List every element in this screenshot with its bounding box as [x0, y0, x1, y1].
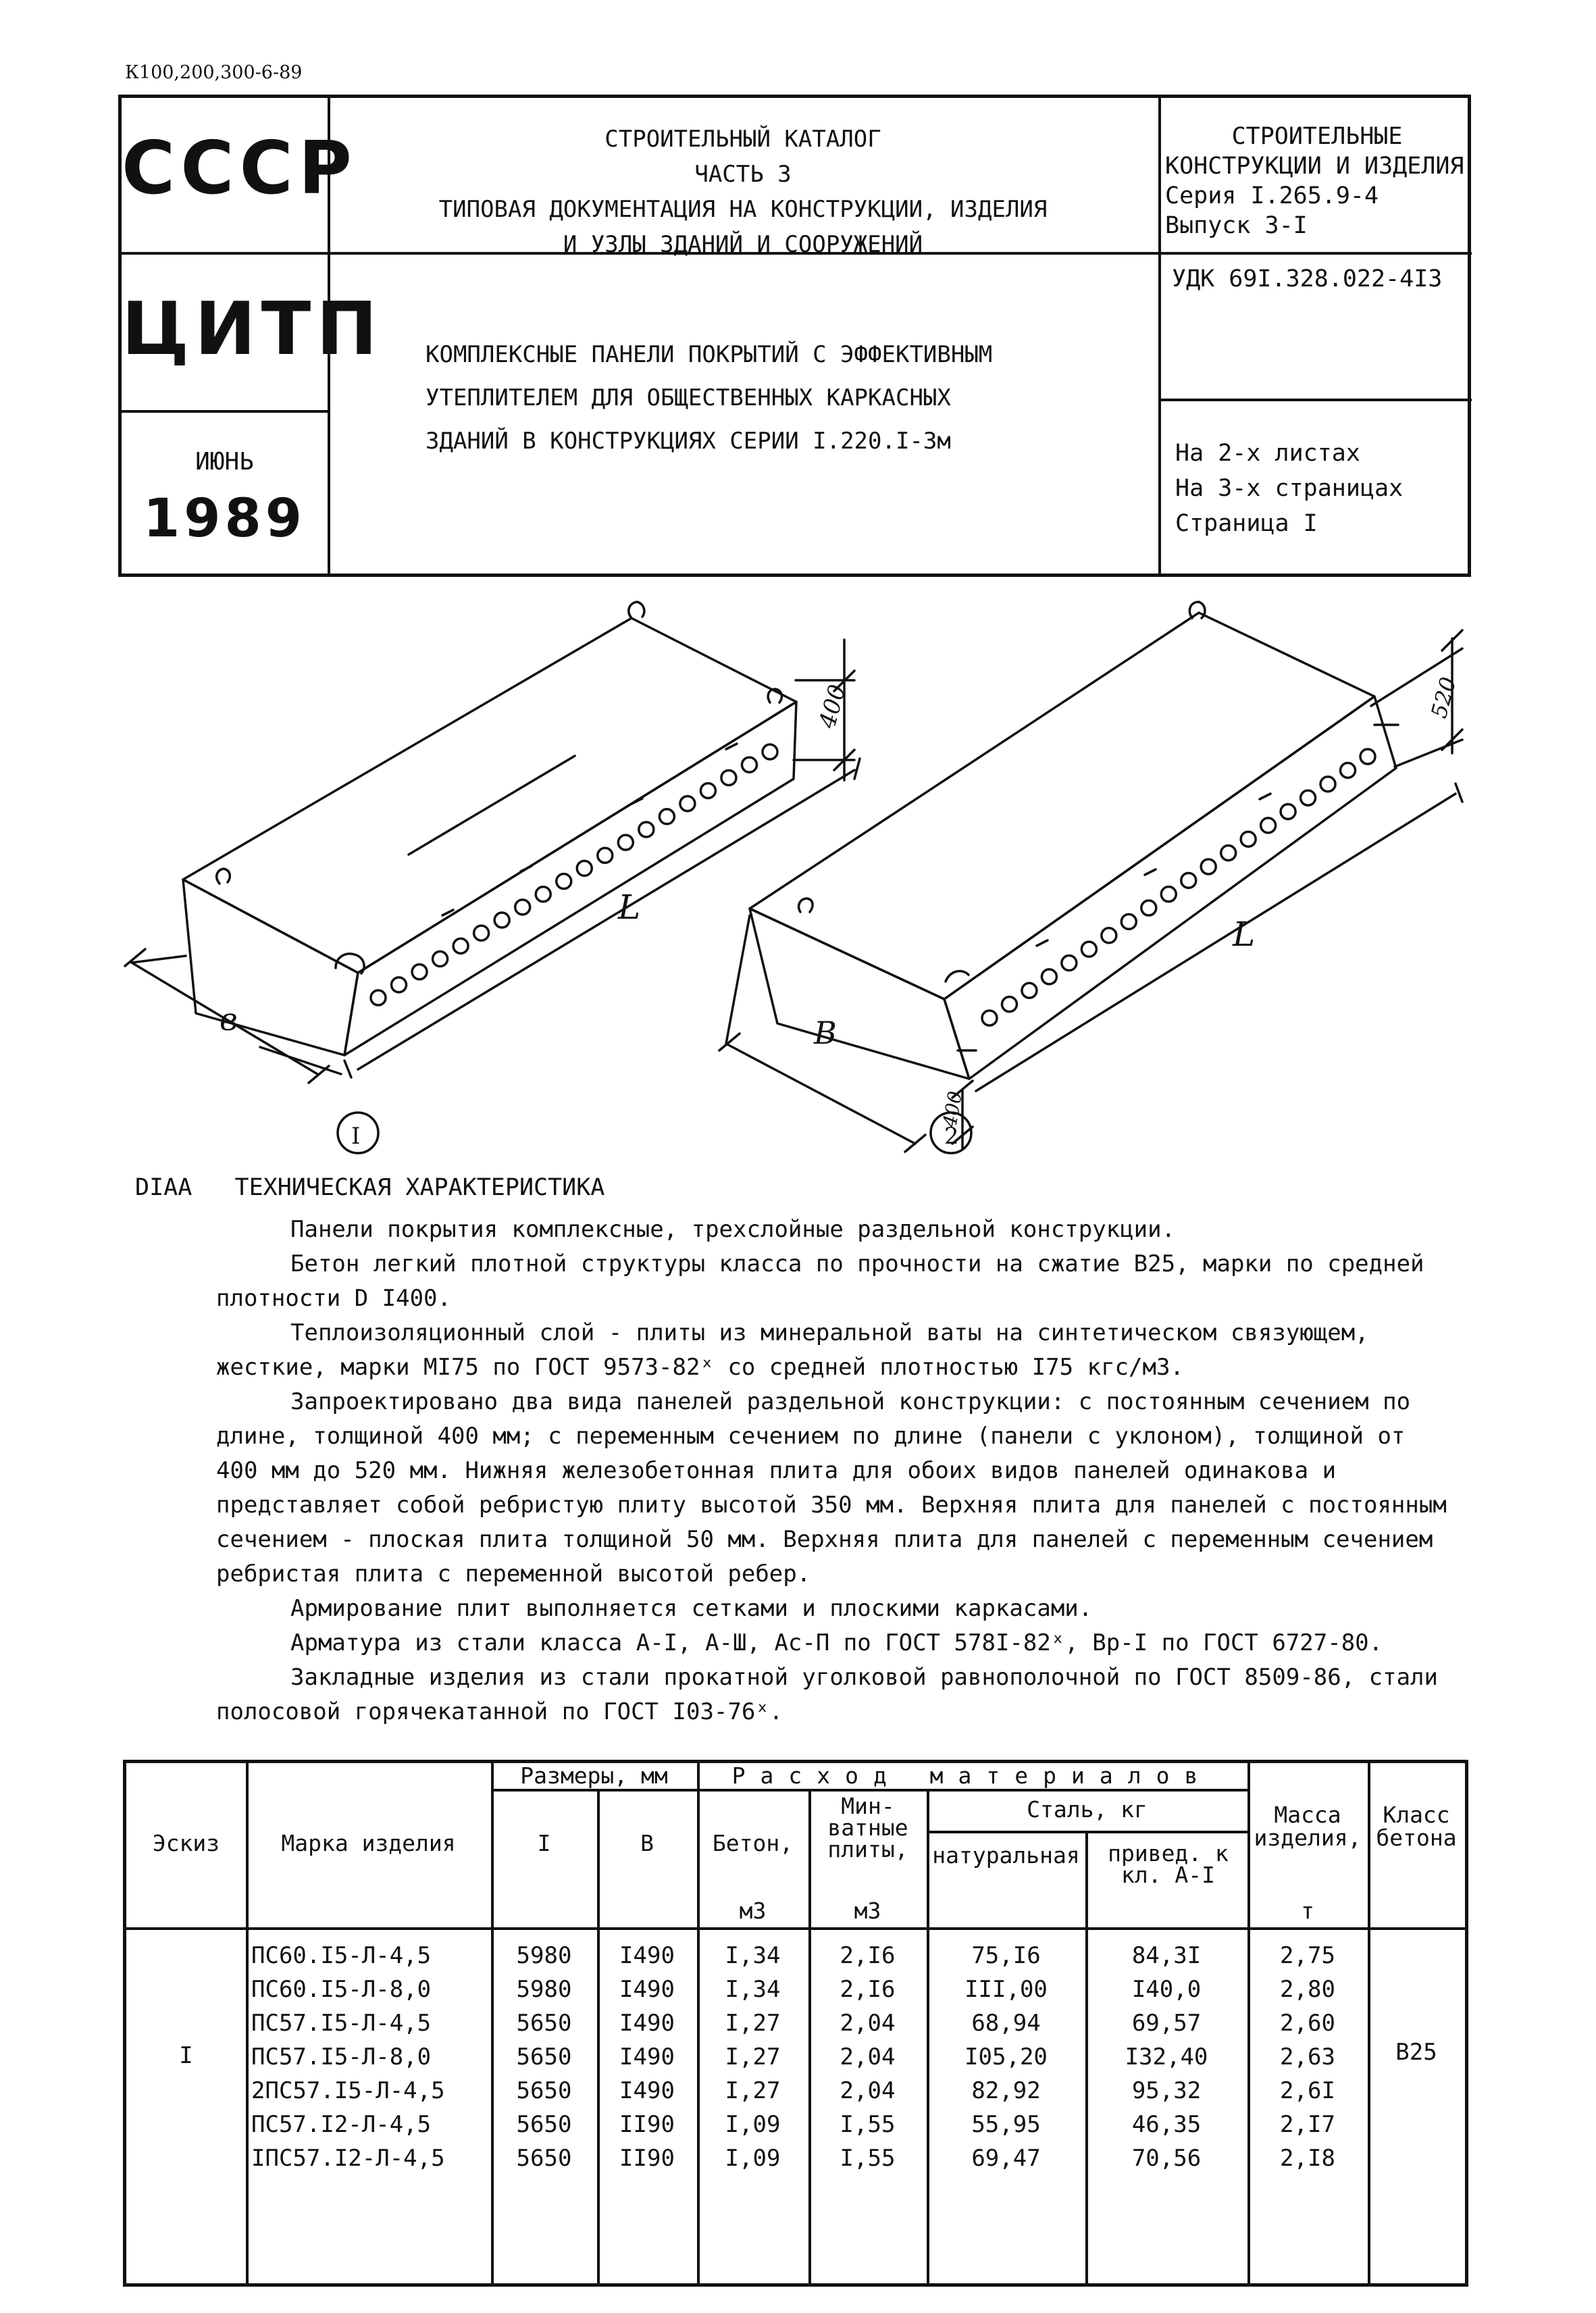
cell-l: 5650: [516, 2145, 572, 2172]
rib-hole: [577, 861, 592, 875]
divider: [122, 410, 328, 413]
rib-hole: [763, 744, 777, 759]
cell-l: 5980: [516, 1942, 572, 1969]
month-label: ИЮНЬ: [195, 448, 254, 476]
header-mass-unit: т: [1301, 1898, 1314, 1924]
rib-hole: [1002, 997, 1016, 1012]
rib-hole: [742, 757, 756, 772]
cell-mineral: 2,04: [840, 2043, 896, 2070]
cell-nat: 75,I6: [971, 1942, 1041, 1969]
udk-code: УДК 69I.328.022-4I3: [1172, 265, 1443, 293]
rib-hole: [1241, 832, 1256, 846]
rib-hole: [1102, 928, 1116, 943]
rib-hole: [453, 938, 468, 953]
cell-mass: 2,60: [1280, 2010, 1335, 2037]
dim-height-top-2: 520: [1426, 674, 1462, 721]
cell-nat: 69,47: [971, 2145, 1041, 2172]
catalog-line: И УЗЛЫ ЗДАНИЙ И СООРУЖЕНИЙ: [563, 231, 923, 258]
cell-mineral: 2,I6: [840, 1942, 896, 1969]
panel-figure-1: [125, 602, 860, 1153]
rib-hole: [1181, 873, 1196, 888]
rib-hole: [982, 1011, 997, 1025]
rib-hole: [1281, 804, 1295, 819]
sheet-info: [1175, 436, 1403, 541]
header-steel-nat: натуральная: [932, 1842, 1080, 1869]
cell-concrete: I,27: [725, 2010, 781, 2037]
cell-concrete: I,27: [725, 2077, 781, 2104]
divider: [1158, 399, 1472, 401]
rib-hole: [659, 809, 674, 824]
figure-number-2: 2: [944, 1123, 959, 1150]
cell-red: I40,0: [1131, 1976, 1202, 2003]
cell-mark: IПС57.I2-Л-4,5: [251, 2145, 445, 2172]
cell-nat: 68,94: [971, 2010, 1041, 2037]
cell-mineral: I,55: [840, 2111, 896, 2138]
row-divider: [927, 1831, 1247, 1833]
cell-red: 70,56: [1131, 2145, 1202, 2172]
tech-title: ТЕХНИЧЕСКАЯ ХАРАКТЕРИСТИКА: [234, 1174, 605, 1201]
header-class: Класс бетона: [1376, 1802, 1457, 1851]
rib-hole: [515, 900, 530, 915]
cell-mineral: 2,04: [840, 2010, 896, 2037]
cell-nat: III,00: [964, 1976, 1048, 2003]
cell-l: 5650: [516, 2010, 572, 2037]
sheet-line: На 3-х страницах: [1175, 475, 1404, 502]
figure-number-1: I: [351, 1123, 361, 1150]
tech-paragraph: Закладные изделия из стали прокатной уголковой равнополочной по ГОСТ 8509-86, стали полосовой горячекатанной по ГОСТ I03-76ˣ.: [216, 1664, 1438, 1725]
cell-concrete: I,27: [725, 2043, 781, 2070]
rib-hole: [412, 965, 427, 980]
rib-hole: [1062, 956, 1077, 971]
rib-hole: [392, 977, 407, 992]
rib-hole: [433, 952, 448, 967]
rib-hole: [1121, 914, 1136, 929]
cell-nat: I05,20: [964, 2043, 1048, 2070]
cell-mass: 2,80: [1280, 1976, 1335, 2003]
issue-line: Выпуск 3-I: [1165, 212, 1308, 239]
org-label: ЦИТП: [122, 287, 383, 372]
category-line: СТРОИТЕЛЬНЫЕ: [1231, 123, 1403, 150]
cell-mass: 2,I8: [1280, 2145, 1335, 2172]
cell-nat: 55,95: [971, 2111, 1041, 2138]
rib-hole: [1041, 969, 1056, 984]
rib-holes: [982, 749, 1375, 1025]
rib-hole: [1081, 942, 1096, 957]
rib-hole: [1341, 763, 1356, 778]
dim-width-2: В: [814, 1015, 837, 1051]
cell-l: 5650: [516, 2077, 572, 2104]
rib-hole: [1022, 983, 1037, 998]
sheet-line: Страница I: [1175, 510, 1318, 537]
cell-b: II90: [619, 2111, 675, 2138]
catalog-heading: [328, 122, 1158, 262]
dim-height-bottom-2: 400: [938, 1089, 967, 1129]
cell-b: I490: [619, 1942, 675, 1969]
dim-width-1: в: [220, 1001, 238, 1038]
series-line: Серия I.265.9-4: [1165, 182, 1379, 209]
cell-red: 84,3I: [1131, 1942, 1202, 1969]
cell-b: I490: [619, 2043, 675, 2070]
cell-mass: 2,63: [1280, 2043, 1335, 2070]
category-line: КОНСТРУКЦИИ И ИЗДЕЛИЯ: [1165, 153, 1464, 180]
rib-hole: [1261, 818, 1276, 833]
rib-hole: [598, 848, 613, 863]
cell-red: I32,40: [1125, 2043, 1208, 2070]
rib-hole: [1221, 846, 1236, 861]
header-steel: Сталь, кг: [1027, 1796, 1148, 1823]
header-concrete: Бетон,: [712, 1830, 794, 1856]
tech-paragraph: Панели покрытия комплексные, трехслойные раздельной конструкции.: [290, 1216, 1176, 1243]
cell-concrete: I,34: [725, 1976, 781, 2003]
document-code: К100,200,300-6-89: [125, 62, 303, 83]
cell-b: II90: [619, 2145, 675, 2172]
cell-nat: 82,92: [971, 2077, 1041, 2104]
dim-length-2: L: [1233, 915, 1256, 954]
tech-heading: [135, 1174, 604, 1201]
cell-l: 5980: [516, 1976, 572, 2003]
rib-hole: [557, 874, 571, 889]
divider: [122, 252, 328, 255]
header-divider: [126, 1927, 1465, 1930]
sketch-value: I: [179, 2042, 193, 2069]
rib-hole: [1320, 777, 1335, 792]
cell-red: 46,35: [1131, 2111, 1202, 2138]
rib-hole: [680, 796, 695, 811]
catalog-line: СТРОИТЕЛЬНЫЙ КАТАЛОГ: [604, 126, 881, 153]
header-sketch: Эскиз: [152, 1830, 220, 1856]
tech-paragraph: Теплоизоляционный слой - плиты из минеральной ваты на синтетическом связующем, жесткие, марки МI75 по ГОСТ 9573-82ˣ со средней плотностью I75 кгс/м3.: [216, 1319, 1369, 1381]
title-line: УТЕПЛИТЕЛЕМ ДЛЯ ОБЩЕСТВЕННЫХ КАРКАСНЫХ: [426, 384, 951, 411]
tech-paragraph: Арматура из стали класса А-I, А-Ш, Ас-П по ГОСТ 578I-82ˣ, Вр-I по ГОСТ 6727-80.: [290, 1629, 1383, 1656]
dim-length-1: L: [618, 888, 641, 927]
title-block: [118, 95, 1471, 577]
rib-hole: [1360, 749, 1375, 764]
header-mark: Марка изделия: [281, 1830, 456, 1856]
rib-hole: [1301, 790, 1316, 805]
panel-drawings: [118, 578, 1471, 1165]
cell-concrete: I,09: [725, 2145, 781, 2172]
catalog-line: ТИПОВАЯ ДОКУМЕНТАЦИЯ НА КОНСТРУКЦИИ, ИЗДЕЛИЯ: [438, 196, 1048, 223]
tech-paragraph: Бетон легкий плотной структуры класса по прочности на сжатие В25, марки по средней плотности D I400.: [216, 1250, 1424, 1312]
tech-paragraph: Запроектировано два вида панелей раздельной конструкции: с постоянным сечением по длине, толщиной 400 мм; с переменным сечением по длине (панели с уклоном), толщиной от 400 мм до 520 мм. Нижняя железобетонная плита для обоих видов панелей одинакова и представляет собой ребристую плиту высотой 350 мм. Верхняя плита для панелей с постоянным сечением - плоская плита толщиной 50 мм. Верхняя плита для панелей с переменным сечением ребристая плита с переменной высотой ребер.: [216, 1388, 1447, 1587]
header-sizes: Размеры, мм: [520, 1762, 668, 1789]
header-mineral: Мин- ватные плиты,: [827, 1793, 908, 1862]
rib-hole: [494, 913, 509, 927]
dim-height-1: 400: [814, 682, 852, 732]
cell-red: 95,32: [1131, 2077, 1202, 2104]
rib-hole: [1161, 887, 1176, 902]
header-mineral-unit: м3: [854, 1898, 881, 1924]
cell-b: I490: [619, 2077, 675, 2104]
title-line: ЗДАНИЙ В КОНСТРУКЦИЯХ СЕРИИ I.220.I-3м: [426, 428, 951, 455]
rib-hole: [371, 990, 386, 1005]
cell-concrete: I,34: [725, 1942, 781, 1969]
tech-paragraph: Армирование плит выполняется сетками и плоскими каркасами.: [290, 1595, 1093, 1622]
cell-mass: 2,I7: [1280, 2111, 1335, 2138]
cell-mark: ПС57.I5-Л-4,5: [251, 2010, 432, 2037]
products-table: [123, 1760, 1468, 2287]
title-line: КОМПЛЕКСНЫЕ ПАНЕЛИ ПОКРЫТИЙ С ЭФФЕКТИВНЫМ: [426, 341, 993, 368]
tech-code: DIAA: [135, 1174, 192, 1201]
rib-hole: [721, 770, 736, 785]
tech-text: [216, 1213, 1452, 1729]
document-title: [426, 333, 1155, 463]
class-value: В25: [1395, 2039, 1437, 2066]
cell-b: I490: [619, 1976, 675, 2003]
year-label: 1989: [143, 488, 307, 549]
series-block: [1165, 122, 1469, 240]
cell-mineral: I,55: [840, 2145, 896, 2172]
rib-holes: [371, 744, 777, 1005]
cell-mineral: 2,04: [840, 2077, 896, 2104]
cell-mark: ПС57.I5-Л-8,0: [251, 2043, 432, 2070]
header-steel-red: привед. к кл. А-I: [1108, 1840, 1229, 1888]
row-divider: [491, 1789, 1247, 1791]
rib-hole: [1201, 859, 1216, 874]
sheet-line: На 2-х листах: [1175, 440, 1360, 467]
catalog-line: ЧАСТЬ 3: [694, 161, 792, 188]
cell-concrete: I,09: [725, 2111, 781, 2138]
cell-red: 69,57: [1131, 2010, 1202, 2037]
cell-mark: 2ПС57.I5-Л-4,5: [251, 2077, 445, 2104]
cell-mineral: 2,I6: [840, 1976, 896, 2003]
cell-l: 5650: [516, 2043, 572, 2070]
cell-mark: ПС60.I5-Л-8,0: [251, 1976, 432, 2003]
header-length: I: [537, 1830, 551, 1856]
header-width: В: [640, 1830, 654, 1856]
cell-mass: 2,6I: [1280, 2077, 1335, 2104]
header-materials: Расход материалов: [731, 1762, 1213, 1789]
rib-hole: [536, 887, 550, 902]
cell-b: I490: [619, 2010, 675, 2037]
rib-hole: [639, 822, 654, 837]
rib-hole: [618, 835, 633, 850]
rib-hole: [474, 925, 489, 940]
country-label: СССР: [122, 126, 357, 211]
cell-mark: ПС57.I2-Л-4,5: [251, 2111, 432, 2138]
rib-hole: [1141, 900, 1156, 915]
header-mass: Масса изделия,: [1254, 1802, 1362, 1851]
divider: [1158, 98, 1161, 574]
cell-mass: 2,75: [1280, 1942, 1335, 1969]
cell-mark: ПС60.I5-Л-4,5: [251, 1942, 432, 1969]
header-concrete-unit: м3: [739, 1898, 767, 1924]
cell-l: 5650: [516, 2111, 572, 2138]
rib-hole: [700, 783, 715, 798]
